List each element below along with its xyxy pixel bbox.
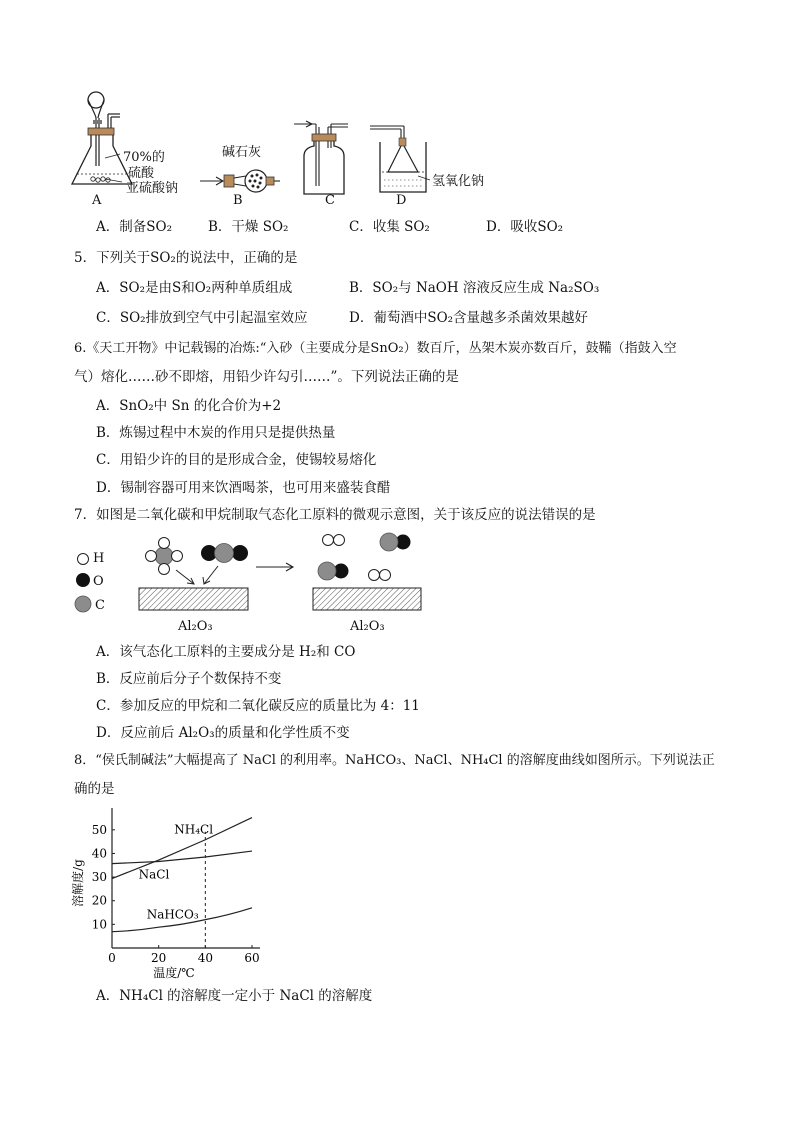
q6-option-c[interactable]: C．用铅少许的目的是形成合金，使锡较易熔化 (96, 452, 377, 468)
q7-option-d[interactable]: D．反应前后 Al₂O₃的质量和化学性质不变 (96, 725, 350, 741)
label-b-soda-lime: 碱石灰 (222, 145, 262, 160)
apparatus-c-bottle (290, 118, 370, 198)
legend-o-atom-icon (75, 572, 91, 588)
q7-stem: 7．如图是二氧化碳和甲烷制取气态化工原料的微观示意图，关于该反应的说法错误的是 (74, 507, 596, 523)
x-tick-label: 20 (151, 951, 167, 965)
q5-option-a[interactable]: A．SO₂是由S和O₂两种单质组成 (96, 280, 293, 296)
series-label-0: NH₄Cl (174, 822, 214, 837)
x-tick-label: 60 (244, 951, 260, 965)
y-tick-label: 10 (91, 917, 107, 932)
label-d-naoh: 氢氧化钠 (432, 174, 485, 189)
q5-option-d[interactable]: D．葡萄酒中SO₂含量越多杀菌效果越好 (349, 310, 589, 326)
x-tick-label: 0 (108, 951, 116, 965)
q6-option-b[interactable]: B．炼锡过程中木炭的作用只是提供热量 (96, 425, 336, 441)
x-axis-label: 温度/℃ (153, 966, 195, 980)
legend-c-label: C (95, 598, 105, 613)
q5-option-c[interactable]: C．SO₂排放到空气中引起温室效应 (96, 310, 308, 326)
q5-stem: 5．下列关于SO₂的说法中，正确的是 (74, 250, 298, 266)
q6-stem-line-1: 6.《天工开物》中记载锡的冶炼:“入砂（主要成分是SnO₂）数百斤，丛架木炭亦数百斤，鼓鞴（指鼓入空 (74, 341, 677, 356)
y-tick-label: 20 (91, 893, 107, 908)
q4-option-c[interactable]: C．收集 SO₂ (349, 219, 430, 235)
solubility-chart (66, 806, 276, 978)
q8-stem-line-2: 确的是 (74, 781, 115, 797)
label-apparatus-d: D (396, 193, 407, 208)
q6-stem-line-2: 气）熔化……砂不即熔，用铅少许勾引……”。下列说法正确的是 (74, 369, 459, 385)
y-axis-label: 溶解度/g (71, 859, 85, 907)
q6-option-a[interactable]: A．SnO₂中 Sn 的化合价为+2 (96, 398, 282, 414)
label-a-acid-2: 硫酸 (128, 166, 155, 181)
x-tick-label: 40 (197, 951, 213, 965)
series-label-2: NaHCO₃ (146, 907, 199, 922)
q7-option-c[interactable]: C．参加反应的甲烷和二氧化碳反应的质量比为 4：11 (96, 698, 420, 714)
q5-option-b[interactable]: B．SO₂与 NaOH 溶液反应生成 Na₂SO₃ (349, 280, 600, 296)
q8-stem-line-1: 8．“侯氏制碱法”大幅提高了 NaCl 的利用率。NaHCO₃、NaCl、NH₄Cl 的溶解度曲线如图所示。下列说法正 (74, 753, 715, 768)
catalyst-label-right: Al₂O₃ (350, 619, 385, 634)
legend-h-atom-icon (76, 552, 90, 566)
q7-option-b[interactable]: B．反应前后分子个数保持不变 (96, 671, 282, 687)
q4-option-a[interactable]: A．制备SO₂ (96, 219, 172, 235)
label-apparatus-a: A (92, 193, 102, 208)
label-apparatus-b: B (233, 193, 243, 208)
q4-option-d[interactable]: D．吸收SO₂ (486, 219, 564, 235)
series-curve-1 (112, 851, 252, 864)
q6-option-d[interactable]: D．锡制容器可用来饮酒喝茶，也可用来盛装食醋 (96, 480, 391, 496)
products-scene (310, 530, 426, 612)
y-tick-label: 30 (91, 870, 107, 885)
label-apparatus-c: C (325, 193, 335, 208)
label-a-acid-1: 70%的 (123, 150, 165, 165)
legend-h-label: H (93, 551, 105, 566)
legend-c-atom-icon (74, 595, 92, 613)
q8-option-a[interactable]: A．NH₄Cl 的溶解度一定小于 NaCl 的溶解度 (96, 988, 373, 1004)
series-label-1: NaCl (138, 867, 170, 882)
label-a-salt: 亚硫酸钠 (126, 181, 179, 196)
y-tick-label: 50 (91, 822, 107, 837)
catalyst-label-left: Al₂O₃ (178, 619, 213, 634)
reactants-scene (136, 536, 256, 612)
legend-o-label: O (93, 574, 104, 589)
y-tick-label: 40 (91, 846, 107, 861)
reaction-arrow-icon (256, 562, 296, 572)
q7-option-a[interactable]: A．该气态化工原料的主要成分是 H₂和 CO (96, 644, 356, 660)
q4-option-b[interactable]: B．干燥 SO₂ (208, 219, 289, 235)
